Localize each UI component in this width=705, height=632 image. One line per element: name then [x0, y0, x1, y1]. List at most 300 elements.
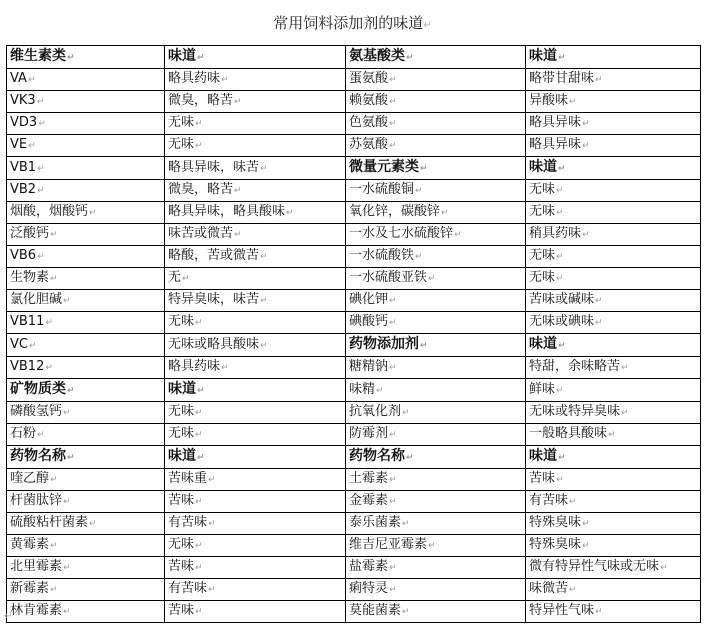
cell-text: 味道 [529, 448, 557, 464]
cell-text: 特异臭味，味苦 [168, 292, 260, 307]
table-cell [7, 246, 165, 268]
paragraph-mark-icon: ↵ [402, 607, 410, 617]
paragraph-mark-icon: ↵ [234, 230, 242, 240]
paragraph-mark-icon: ↵ [63, 563, 71, 573]
table-cell [7, 180, 165, 202]
table-cell [346, 579, 526, 601]
cell-text: 防霉剂 [349, 426, 389, 441]
paragraph-mark-icon: ↵ [420, 164, 428, 174]
table-cell [165, 379, 346, 402]
cell-text: 微臭，略苦 [168, 182, 234, 197]
paragraph-mark-icon: ↵ [415, 252, 423, 262]
cell-text: VE [10, 137, 28, 152]
cell-text: 特殊臭味 [529, 537, 582, 552]
cell-text: 苦味 [529, 471, 556, 486]
paragraph-mark-icon: ↵ [195, 318, 203, 328]
table-row [7, 268, 701, 290]
paragraph-mark-icon: ↵ [556, 475, 564, 485]
paragraph-mark-icon: ↵ [37, 186, 45, 196]
paragraph-mark-icon: ↵ [260, 340, 268, 351]
paragraph-mark-icon: ↵ [389, 119, 397, 129]
table-cell [165, 290, 346, 312]
cell-text: 蛋氨酸 [349, 71, 389, 86]
table-row [7, 334, 701, 357]
paragraph-mark-icon: ↵ [195, 119, 203, 129]
table-cell [346, 557, 526, 579]
table-cell [346, 424, 526, 446]
table-cell [7, 491, 165, 513]
cell-text: VC [10, 336, 28, 352]
paragraph-mark-icon: ↵ [595, 607, 603, 617]
table-row [7, 379, 701, 402]
paragraph-mark-icon: ↵ [660, 563, 668, 573]
cell-text: 氧化锌，碳酸锌 [349, 204, 441, 219]
paragraph-mark-icon: ↵ [195, 563, 203, 573]
table-cell [526, 424, 701, 446]
paragraph-mark-icon: ↵ [37, 163, 45, 174]
table-cell [526, 601, 701, 623]
paragraph-mark-icon: ↵ [50, 541, 58, 551]
paragraph-mark-icon: ↵ [234, 186, 242, 196]
cell-text: 无味 [168, 404, 195, 419]
table-cell [165, 334, 346, 357]
cell-text: 味道 [168, 448, 196, 464]
table-cell [165, 424, 346, 446]
paragraph-mark-icon: ↵ [89, 519, 97, 529]
paragraph-mark-icon: ↵ [182, 274, 190, 284]
paragraph-mark-icon: ↵ [63, 607, 71, 617]
table-cell [346, 491, 526, 513]
paragraph-mark-icon: ↵ [50, 274, 58, 284]
table-row [7, 135, 701, 157]
cell-text: 略带甘甜味 [529, 71, 595, 86]
paragraph-mark-icon: ↵ [389, 430, 397, 440]
table-cell [165, 69, 346, 91]
flavor-table-body [7, 46, 701, 623]
title-text: 常用饲料添加剂的味道 [273, 14, 424, 32]
paragraph-mark-icon: ↵ [402, 519, 410, 529]
cell-text: 金霉素 [349, 493, 389, 508]
paragraph-mark-icon: ↵ [221, 75, 229, 85]
table-cell [526, 402, 701, 424]
paragraph-mark-icon: ↵ [195, 430, 203, 440]
cell-text: VB11 [10, 314, 45, 329]
cell-text: 一水硫酸铜 [349, 182, 415, 197]
cell-text: VB6 [10, 248, 37, 263]
table-row [7, 491, 701, 513]
cell-text: 烟酸，烟酸钙 [10, 204, 89, 219]
table-row [7, 469, 701, 491]
paragraph-mark-icon: ↵ [67, 53, 75, 63]
table-cell [165, 135, 346, 157]
cell-text: 药物名称 [10, 448, 66, 464]
table-cell [346, 312, 526, 334]
table-cell [346, 46, 526, 69]
table-cell [526, 491, 701, 513]
cell-text: VK3 [10, 93, 36, 108]
table-cell [7, 135, 165, 157]
table-row [7, 180, 701, 202]
table-row [7, 69, 701, 91]
paragraph-mark-icon: ↵ [389, 497, 397, 507]
table-cell [7, 157, 165, 180]
cell-text: 味苦或微苦 [168, 226, 234, 241]
paragraph-mark-icon: ↵ [406, 453, 414, 463]
cell-text: 无味 [168, 537, 195, 552]
cell-text: VD3 [10, 115, 38, 130]
paragraph-mark-icon: ↵ [221, 363, 229, 373]
cell-text: 维吉尼亚霉素 [349, 537, 428, 552]
table-cell [346, 535, 526, 557]
table-cell [526, 180, 701, 202]
cell-text: 苦味重 [168, 471, 208, 486]
table-cell [165, 113, 346, 135]
table-cell [526, 135, 701, 157]
paragraph-mark-icon: ↵ [608, 430, 616, 440]
paragraph-mark-icon: ↵ [441, 208, 449, 218]
table-cell [7, 334, 165, 357]
cell-text: 略具药味 [168, 71, 221, 86]
paragraph-mark-icon: ↵ [582, 519, 590, 529]
paragraph-mark-icon: ↵ [428, 274, 436, 284]
cell-text: 氨基酸类 [349, 48, 405, 64]
table-cell [526, 290, 701, 312]
table-cell [346, 469, 526, 491]
table-row [7, 202, 701, 224]
table-cell [346, 379, 526, 402]
cell-text: 味道 [529, 336, 557, 352]
paragraph-mark-icon: ↵ [389, 141, 397, 151]
paragraph-mark-icon: ↵ [28, 141, 36, 151]
cell-text: 抗氧化剂 [349, 404, 402, 419]
table-cell [7, 601, 165, 623]
paragraph-mark-icon: ↵ [67, 453, 75, 463]
cell-text: 特异性气味 [529, 603, 595, 618]
table-cell [526, 268, 701, 290]
cell-text: 杆菌肽锌 [10, 493, 63, 508]
table-cell [526, 157, 701, 180]
table-cell [526, 91, 701, 113]
paragraph-mark-icon: ↵ [50, 475, 58, 485]
paragraph-mark-icon: ↵ [27, 75, 36, 85]
table-cell [165, 202, 346, 224]
cell-text: 糖精钠 [349, 359, 389, 374]
paragraph-mark-icon: ↵ [195, 408, 203, 418]
table-cell [165, 491, 346, 513]
cell-text: 一水硫酸铁 [349, 248, 415, 263]
table-cell [346, 180, 526, 202]
cell-text: 盐霉素 [349, 559, 389, 574]
table-cell [346, 91, 526, 113]
table-cell [346, 601, 526, 623]
paragraph-mark-icon: ↵ [45, 363, 53, 373]
paragraph-mark-icon: ↵ [402, 408, 410, 418]
cell-text: 微臭，略苦 [168, 93, 234, 108]
cell-text: 碘化钾 [349, 292, 389, 307]
paragraph-mark-icon: ↵ [28, 340, 37, 351]
table-cell [526, 224, 701, 246]
paragraph-mark-icon: ↵ [389, 563, 397, 573]
cell-text: 苦味或碱味 [529, 292, 595, 307]
table-cell [526, 312, 701, 334]
cell-text: 痢特灵 [349, 581, 389, 596]
paragraph-mark-icon: ↵ [621, 363, 629, 373]
cell-text: 无 [168, 270, 182, 285]
table-cell [7, 357, 165, 379]
paragraph-mark-icon: ↵ [454, 230, 462, 240]
table-cell [526, 202, 701, 224]
paragraph-mark-icon: ↵ [260, 252, 268, 262]
table-row [7, 46, 701, 69]
cell-text: 无味 [529, 182, 556, 197]
cell-text: 无味 [168, 115, 195, 130]
cell-text: 无味或特异臭味 [529, 404, 621, 419]
table-cell [346, 202, 526, 224]
paragraph-mark-icon: ↵ [420, 341, 428, 351]
table-cell [165, 357, 346, 379]
flavor-table [6, 45, 701, 623]
table-cell [165, 46, 346, 69]
cell-text: 北里霉素 [10, 559, 63, 574]
cell-text: 林肯霉素 [10, 603, 63, 618]
table-cell [7, 535, 165, 557]
cell-text: 异酸味 [529, 93, 569, 108]
cell-text: 无味或略具酸味 [168, 336, 260, 352]
paragraph-mark-icon: ↵ [415, 186, 423, 196]
cell-text: 一水及七水硫酸锌 [349, 226, 454, 241]
cell-text: 无味 [529, 204, 556, 219]
cell-text: 味道 [529, 48, 557, 64]
table-cell [7, 202, 165, 224]
cell-text: 无味 [529, 270, 556, 285]
paragraph-mark-icon: ↵ [389, 97, 397, 107]
table-cell [7, 91, 165, 113]
table-cell [7, 268, 165, 290]
table-cell [7, 69, 165, 91]
cell-text: 无味 [529, 248, 556, 263]
table-cell [165, 601, 346, 623]
paragraph-mark-icon: ↵ [260, 163, 268, 174]
paragraph-mark-icon: ↵ [45, 318, 53, 328]
table-cell [7, 224, 165, 246]
cell-text: 苏氨酸 [349, 137, 389, 152]
table-cell [526, 557, 701, 579]
cell-text: 石粉 [10, 426, 37, 441]
table-cell [165, 446, 346, 469]
table-cell [346, 157, 526, 180]
cell-text: 略具异味，略具酸味 [168, 204, 286, 219]
cell-text: 味道 [168, 381, 196, 397]
paragraph-mark-icon: ↵ [569, 97, 577, 107]
table-cell [346, 446, 526, 469]
paragraph-mark-icon: ↵ [195, 541, 203, 551]
table-cell [526, 535, 701, 557]
table-cell [165, 157, 346, 180]
table-cell [165, 535, 346, 557]
cell-text: 鲜味 [529, 381, 556, 397]
table-cell [346, 246, 526, 268]
table-row [7, 246, 701, 268]
paragraph-mark-icon: ↵ [389, 296, 397, 306]
cell-text: 矿物质类 [10, 381, 66, 397]
paragraph-mark-icon: ↵ [50, 585, 58, 595]
table-cell [526, 469, 701, 491]
cell-text: 味微苦 [529, 581, 569, 596]
table-cell [165, 268, 346, 290]
document-title [0, 12, 705, 33]
table-cell [526, 357, 701, 379]
paragraph-mark-icon: ↵ [582, 119, 590, 129]
cell-text: 喹乙醇 [10, 471, 50, 486]
table-cell [7, 469, 165, 491]
table-row [7, 513, 701, 535]
paragraph-mark-icon: ↵ [582, 541, 590, 551]
table-cell [346, 334, 526, 357]
table-cell [7, 513, 165, 535]
table-row [7, 290, 701, 312]
table-row [7, 424, 701, 446]
table-cell [165, 513, 346, 535]
cell-text: 有苦味 [168, 581, 208, 596]
table-cell [7, 446, 165, 469]
table-cell [346, 268, 526, 290]
cell-text: 赖氨酸 [349, 93, 389, 108]
table-cell [165, 469, 346, 491]
cell-text: 新霉素 [10, 581, 50, 596]
table-row [7, 113, 701, 135]
cell-text: 略具异味，味苦 [168, 159, 260, 175]
paragraph-mark-icon: ↵ [556, 208, 564, 218]
paragraph-mark-icon: ↵ [234, 97, 242, 107]
cell-text: 苦味 [168, 493, 195, 508]
table-cell [165, 224, 346, 246]
paragraph-mark-icon: ↵ [556, 252, 564, 262]
paragraph-mark-icon: ↵ [428, 541, 436, 551]
cell-text: 有苦味 [168, 515, 208, 530]
cell-text: VA [10, 71, 27, 86]
paragraph-mark-icon: ↵ [208, 519, 216, 529]
paragraph-mark-icon: ↵ [208, 585, 216, 595]
table-cell [165, 579, 346, 601]
paragraph-mark-icon: ↵ [197, 453, 205, 463]
cell-text: 特甜，余味略苦 [529, 359, 621, 374]
paragraph-mark-icon: ↵ [63, 296, 71, 306]
cell-text: 碘酸钙 [349, 314, 389, 329]
table-cell [7, 402, 165, 424]
table-cell [346, 290, 526, 312]
paragraph-mark-icon: ↵ [260, 296, 268, 306]
cell-text: VB1 [10, 159, 37, 175]
table-row [7, 535, 701, 557]
table-cell [346, 513, 526, 535]
table-cell [526, 46, 701, 69]
cell-text: VB12 [10, 359, 45, 374]
paragraph-mark-icon: ↵ [195, 607, 203, 617]
table-row [7, 601, 701, 623]
paragraph-mark-icon: ↵ [569, 585, 577, 595]
table-cell [526, 579, 701, 601]
paragraph-mark-icon: ↵ [197, 386, 205, 396]
paragraph-mark-icon: ↵ [558, 164, 566, 174]
table-cell [346, 402, 526, 424]
table-row [7, 402, 701, 424]
table-row [7, 312, 701, 334]
table-cell [526, 246, 701, 268]
paragraph-mark-icon: ↵ [50, 230, 58, 240]
table-cell [165, 246, 346, 268]
cell-text: 苦味 [168, 603, 195, 618]
cell-text: 泰乐菌素 [349, 515, 402, 530]
paragraph-mark-icon: ↵ [582, 141, 590, 151]
paragraph-mark-icon: ↵ [423, 20, 432, 31]
table-cell [165, 312, 346, 334]
table-row [7, 91, 701, 113]
cell-text: 莫能菌素 [349, 603, 402, 618]
cell-text: 药物名称 [349, 448, 405, 464]
paragraph-mark-icon: ↵ [595, 318, 603, 328]
cell-text: 稍具药味 [529, 226, 582, 241]
paragraph-mark-icon: ↵ [376, 385, 384, 396]
table-cell [526, 513, 701, 535]
paragraph-mark-icon: ↵ [38, 119, 46, 129]
table-cell [7, 579, 165, 601]
table-cell [7, 424, 165, 446]
cell-text: 味道 [168, 48, 196, 64]
table-cell [346, 113, 526, 135]
paragraph-mark-icon: ↵ [569, 497, 577, 507]
cell-text: 黄霉素 [10, 537, 50, 552]
paragraph-mark-icon: ↵ [197, 53, 205, 63]
paragraph-mark-icon: ↵ [63, 497, 71, 507]
end-paragraph-mark-icon: ↵ [4, 611, 13, 622]
paragraph-mark-icon: ↵ [67, 386, 75, 396]
cell-text: 生物素 [10, 270, 50, 285]
paragraph-mark-icon: ↵ [208, 475, 216, 485]
paragraph-mark-icon: ↵ [595, 296, 603, 306]
cell-text: 硫酸粘杆菌素 [10, 515, 89, 530]
table-row [7, 357, 701, 379]
table-row [7, 157, 701, 180]
paragraph-mark-icon: ↵ [556, 385, 564, 396]
table-cell [346, 357, 526, 379]
table-cell [346, 224, 526, 246]
cell-text: 略酸，苦或微苦 [168, 248, 260, 263]
cell-text: 无味 [168, 137, 195, 152]
cell-text: 泛酸钙 [10, 226, 50, 241]
table-cell [7, 312, 165, 334]
table-row [7, 446, 701, 469]
paragraph-mark-icon: ↵ [556, 274, 564, 284]
table-cell [165, 180, 346, 202]
cell-text: 微有特异性气味或无味 [529, 559, 660, 574]
table-cell [526, 334, 701, 357]
cell-text: 有苦味 [529, 493, 569, 508]
paragraph-mark-icon: ↵ [37, 252, 45, 262]
cell-text: 一般略具酸味 [529, 426, 608, 441]
paragraph-mark-icon: ↵ [389, 363, 397, 373]
paragraph-mark-icon: ↵ [621, 408, 629, 418]
cell-text: 色氨酸 [349, 115, 389, 130]
paragraph-mark-icon: ↵ [89, 208, 97, 218]
table-cell [7, 557, 165, 579]
paragraph-mark-icon: ↵ [582, 230, 590, 240]
table-cell [7, 379, 165, 402]
paragraph-mark-icon: ↵ [595, 75, 603, 85]
table-cell [165, 91, 346, 113]
cell-text: 土霉素 [349, 471, 389, 486]
paragraph-mark-icon: ↵ [195, 497, 203, 507]
table-row [7, 557, 701, 579]
